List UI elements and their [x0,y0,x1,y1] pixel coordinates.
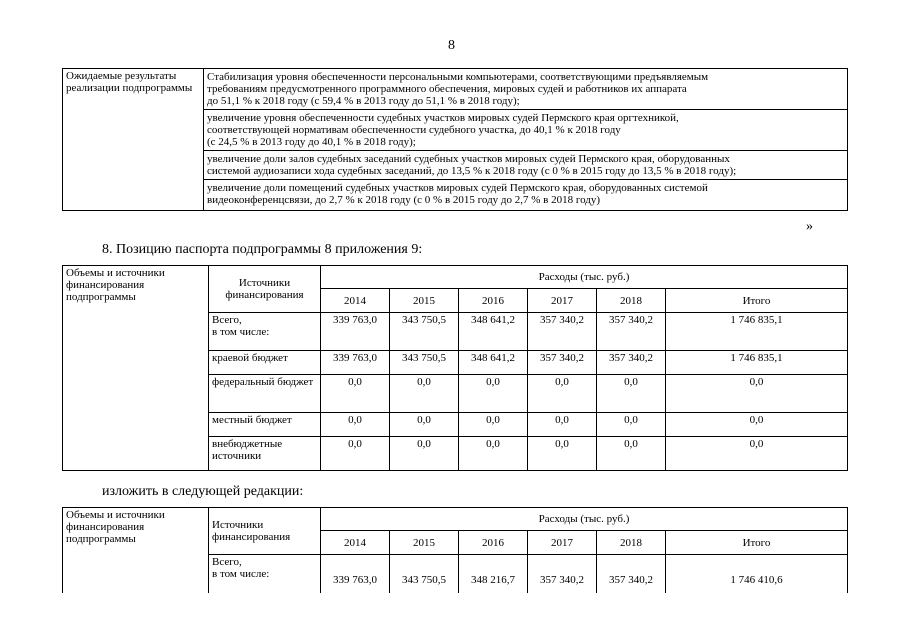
year-header: 2017 [528,531,597,555]
expected-result-item: увеличение доли помещений судебных участков мировых судей Пермского края, оборудованных системой видеоконференцсвязи, до 2,7 % к 2018 году (с 0 % в 2015 году до 2,7 % в 2018 году) [204,180,848,211]
source-cell: краевой бюджет [209,351,321,375]
financing-label: Объемы и источники финансирования подпрограммы [63,508,209,593]
closing-quote: » [806,219,813,234]
total-cell: 1 746 410,6 [666,555,848,593]
value-cell: 0,0 [390,375,459,413]
value-cell: 0,0 [528,375,597,413]
sources-header: Источники финансирования [209,266,321,313]
value-cell: 348 641,2 [459,313,528,351]
section-subheading: изложить в следующей редакции: [102,484,304,499]
source-cell: федеральный бюджет [209,375,321,413]
total-cell: 1 746 835,1 [666,351,848,375]
value-cell: 0,0 [321,437,390,471]
value-cell: 0,0 [459,413,528,437]
value-cell: 339 763,0 [321,555,390,593]
value-cell: 357 340,2 [528,313,597,351]
value-cell: 357 340,2 [597,313,666,351]
value-cell: 339 763,0 [321,351,390,375]
value-cell: 0,0 [390,437,459,471]
value-cell: 0,0 [597,375,666,413]
year-header: 2018 [597,531,666,555]
value-cell: 0,0 [321,375,390,413]
year-header: 2015 [390,531,459,555]
expenses-header: Расходы (тыс. руб.) [321,266,848,289]
financing-label: Объемы и источники финансирования подпрограммы [63,266,209,471]
source-cell: местный бюджет [209,413,321,437]
year-header: 2016 [459,531,528,555]
value-cell: 357 340,2 [597,351,666,375]
expected-result-item: Стабилизация уровня обеспеченности персональными компьютерами, соответствующими предъявляемым требованиям предусмотренного программного обеспечения, мировых судей и работников их аппарата до 51,1 % к 2018 году (с 59,4 % в 2013 году до 51,1 % в 2018 году); [204,69,848,110]
total-cell: 0,0 [666,437,848,471]
source-cell: Всего, в том числе: [209,313,321,351]
total-header: Итого [666,289,848,313]
year-header: 2017 [528,289,597,313]
value-cell: 348 641,2 [459,351,528,375]
year-header: 2018 [597,289,666,313]
year-header: 2015 [390,289,459,313]
year-header: 2014 [321,531,390,555]
value-cell: 0,0 [597,437,666,471]
year-header: 2016 [459,289,528,313]
expected-result-item: увеличение уровня обеспеченности судебных участков мировых судей Пермского края оргтехникой, соответствующей нормативам обеспеченности судебного участка, до 40,1 % к 2018 году (с 24,5 % в 2013 году до 40,1 % в 2018 году); [204,110,848,151]
source-cell: Всего, в том числе: [209,555,321,593]
expected-results-table [62,68,848,211]
value-cell: 0,0 [528,413,597,437]
value-cell: 0,0 [528,437,597,471]
total-cell: 0,0 [666,375,848,413]
value-cell: 343 750,5 [390,313,459,351]
expected-result-item: увеличение доли залов судебных заседаний судебных участков мировых судей Пермского края, оборудованных системой аудиозаписи хода судебных заседаний, до 13,5 % к 2018 году (с 0 % в 2015 году до 13,5 % в 2018 году); [204,151,848,180]
financing-table-new [62,507,848,593]
value-cell: 339 763,0 [321,313,390,351]
value-cell: 357 340,2 [597,555,666,593]
value-cell: 0,0 [459,437,528,471]
total-header: Итого [666,531,848,555]
year-header: 2014 [321,289,390,313]
value-cell: 0,0 [459,375,528,413]
financing-table-old [62,265,848,471]
sources-header: Источники финансирования [209,508,321,555]
value-cell: 0,0 [390,413,459,437]
total-cell: 0,0 [666,413,848,437]
value-cell: 343 750,5 [390,351,459,375]
value-cell: 357 340,2 [528,351,597,375]
value-cell: 348 216,7 [459,555,528,593]
section-heading: 8. Позицию паспорта подпрограммы 8 приложения 9: [102,242,423,257]
value-cell: 0,0 [597,413,666,437]
value-cell: 357 340,2 [528,555,597,593]
value-cell: 343 750,5 [390,555,459,593]
expenses-header: Расходы (тыс. руб.) [321,508,848,531]
total-cell: 1 746 835,1 [666,313,848,351]
page-number: 8 [448,38,455,53]
source-cell: внебюджетные источники [209,437,321,471]
value-cell: 0,0 [321,413,390,437]
expected-results-label: Ожидаемые результаты реализации подпрограммы [63,69,204,211]
